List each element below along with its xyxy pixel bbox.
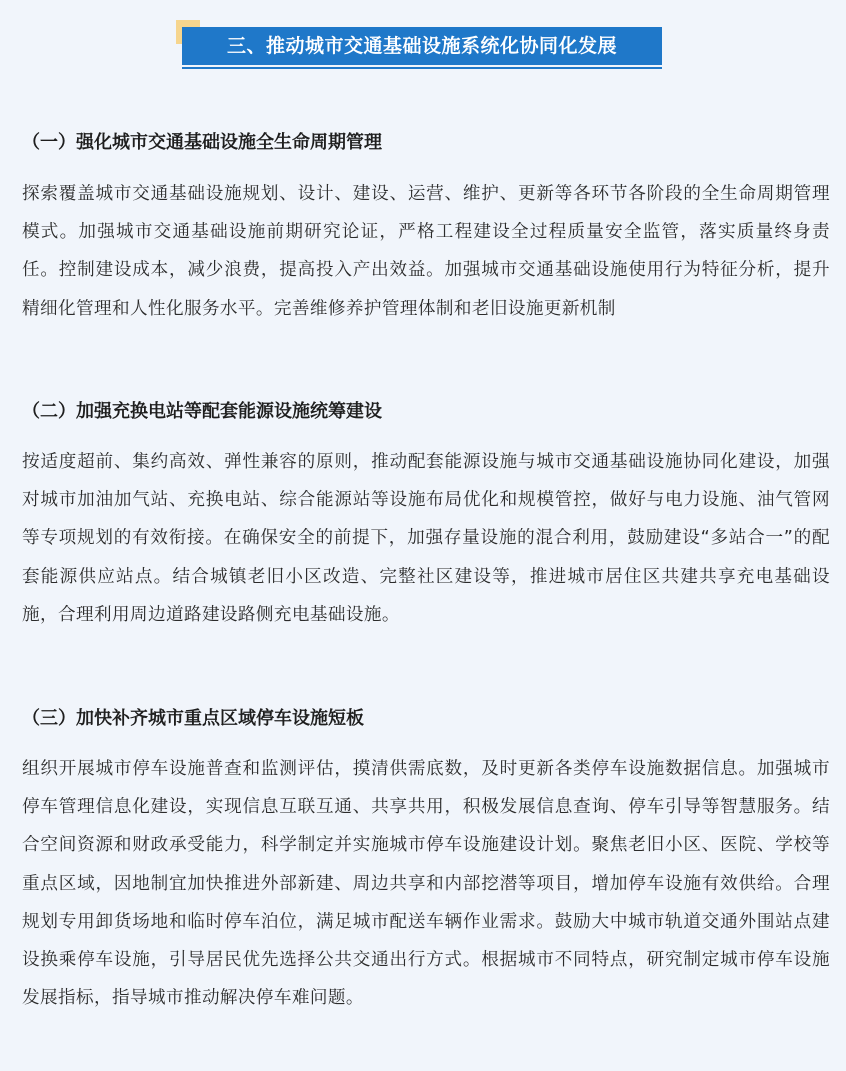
section-2-heading: （二）加强充换电站等配套能源设施统筹建设 [22,401,382,422]
section-3-heading: （三）加快补齐城市重点区域停车设施短板 [22,708,364,729]
section-2-body: 按适度超前、集约高效、弹性兼容的原则，推动配套能源设施与城市交通基础设施协同化建设，加强对城市加油加气站、充换电站、综合能源站等设施布局优化和规模管控，做好与电力设施、油气管网等专项规划的有效衔接。在确保安全的前提下，加强存量设施的混合利用，鼓励建设“多站合一”的配套能源供应站点。结合城镇老旧小区改造、完整社区建设等，推进城市居住区共建共享充电基础设施，合理利用周边道路建设路侧充电基础设施。 [22,452,830,625]
section-1-heading: （一）强化城市交通基础设施全生命周期管理 [22,132,382,153]
banner-title: 三、推动城市交通基础设施系统化协同化发展 [182,27,662,65]
banner-underline [182,67,662,69]
section-banner [176,20,666,70]
section-3-body: 组织开展城市停车设施普查和监测评估，摸清供需底数，及时更新各类停车设施数据信息。加强城市停车管理信息化建设，实现信息互联互通、共享共用，积极发展信息查询、停车引导等智慧服务。结合空间资源和财政承受能力，科学制定并实施城市停车设施建设计划。聚焦老旧小区、医院、学校等重点区域，因地制宜加快推进外部新建、周边共享和内部挖潜等项目，增加停车设施有效供给。合理规划专用卸货场地和临时停车泊位，满足城市配送车辆作业需求。鼓励大中城市轨道交通外围站点建设换乘停车设施，引导居民优先选择公共交通出行方式。根据城市不同特点，研究制定城市停车设施发展指标，指导城市推动解决停车难问题。 [22,759,830,1009]
section-1-body: 探索覆盖城市交通基础设施规划、设计、建设、运营、维护、更新等各环节各阶段的全生命周期管理模式。加强城市交通基础设施前期研究论证，严格工程建设全过程质量安全监管，落实质量终身责任。控制建设成本，减少浪费，提高投入产出效益。加强城市交通基础设施使用行为特征分析，提升精细化管理和人性化服务水平。完善维修养护管理体制和老旧设施更新机制 [22,184,830,319]
